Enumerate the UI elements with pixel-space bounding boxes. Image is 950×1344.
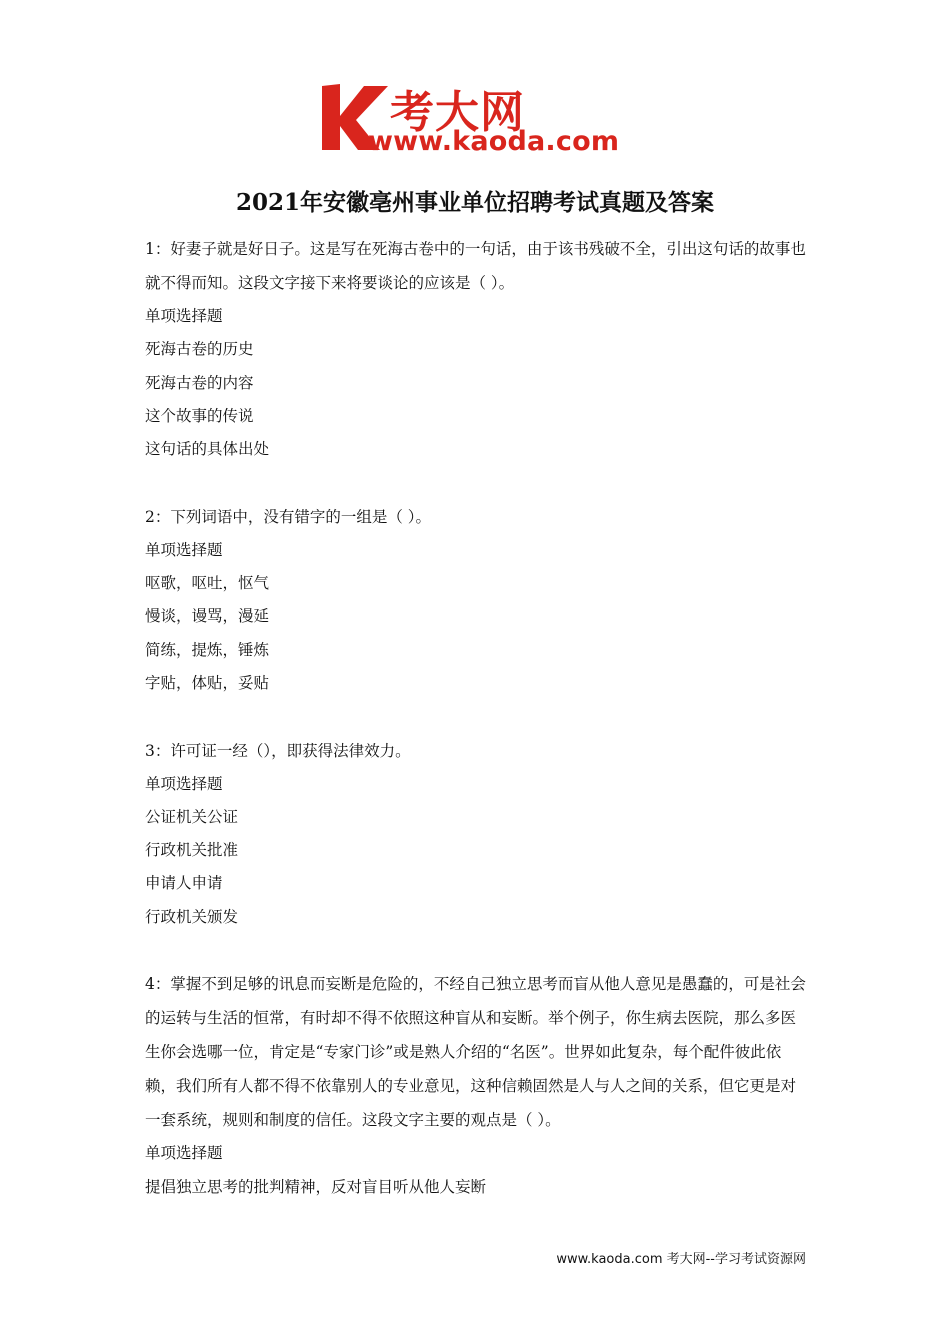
spacer <box>145 466 810 499</box>
logo-chinese-text: 考大网 <box>390 87 525 138</box>
question-text: 3：许可证一经（），即获得法律效力。 <box>145 741 411 760</box>
spacer <box>145 700 810 733</box>
document-title: 2021年安徽亳州事业单位招聘考试真题及答案 <box>235 189 714 216</box>
question-block <box>145 232 810 466</box>
option: 慢谈，谩骂，漫延 <box>145 607 270 626</box>
question-type: 单项选择题 <box>145 307 223 325</box>
question-type: 单项选择题 <box>145 540 223 559</box>
option: 这个故事的传说 <box>145 406 254 425</box>
option: 死海古卷的历史 <box>145 340 254 359</box>
question-type: 单项选择题 <box>145 774 223 793</box>
question-text: 1：好妻子就是好日子。这是写在死海古卷中的一句话，由于该书残破不全，引出这句话的故事也就不得而知。这段文字接下来将要谈论的应该是（ ）。 <box>145 240 806 292</box>
option: 行政机关批准 <box>145 841 239 860</box>
question-block <box>145 734 810 934</box>
option: 这句话的具体出处 <box>145 440 270 459</box>
option: 公证机关公证 <box>145 807 239 826</box>
kaoda-logo <box>318 80 638 160</box>
logo-url-text: www.kaoda.com <box>368 126 620 157</box>
spacer <box>145 934 810 967</box>
option: 提倡独立思考的批判精神，反对盲目听从他人妄断 <box>145 1177 487 1196</box>
question-type: 单项选择题 <box>145 1144 223 1163</box>
option: 简练，提炼，锤炼 <box>145 640 270 659</box>
question-block <box>145 500 810 700</box>
option: 行政机关颁发 <box>145 907 239 926</box>
option: 呕歌，呕吐，怄气 <box>145 574 270 593</box>
option: 死海古卷的内容 <box>145 373 254 392</box>
question-text: 2：下列词语中，没有错字的一组是（ ）。 <box>145 507 432 526</box>
question-list <box>145 232 810 1204</box>
question-text: 4：掌握不到足够的讯息而妄断是危险的，不经自己独立思考而盲从他人意见是愚蠢的，可是社会的运转与生活的恒常，有时却不得不依照这种盲从和妄断。举个例子，你生病去医院，那么多医生你会选哪一位，肯定是“专家门诊”或是熟人介绍的“名医”。世界如此复杂，每个配件彼此依赖，我们所有人都不得不依靠别人的专业意见，这种信赖固然是人与人之间的关系，但它更是对一套系统，规则和制度的信任。这段文字主要的观点是（ ）。 <box>145 975 806 1130</box>
option: 字贴，体贴，妥贴 <box>145 673 270 692</box>
option: 申请人申请 <box>145 874 223 893</box>
page-footer: www.kaoda.com 考大网--学习考试资源网 <box>556 1252 806 1267</box>
question-block <box>145 967 810 1204</box>
